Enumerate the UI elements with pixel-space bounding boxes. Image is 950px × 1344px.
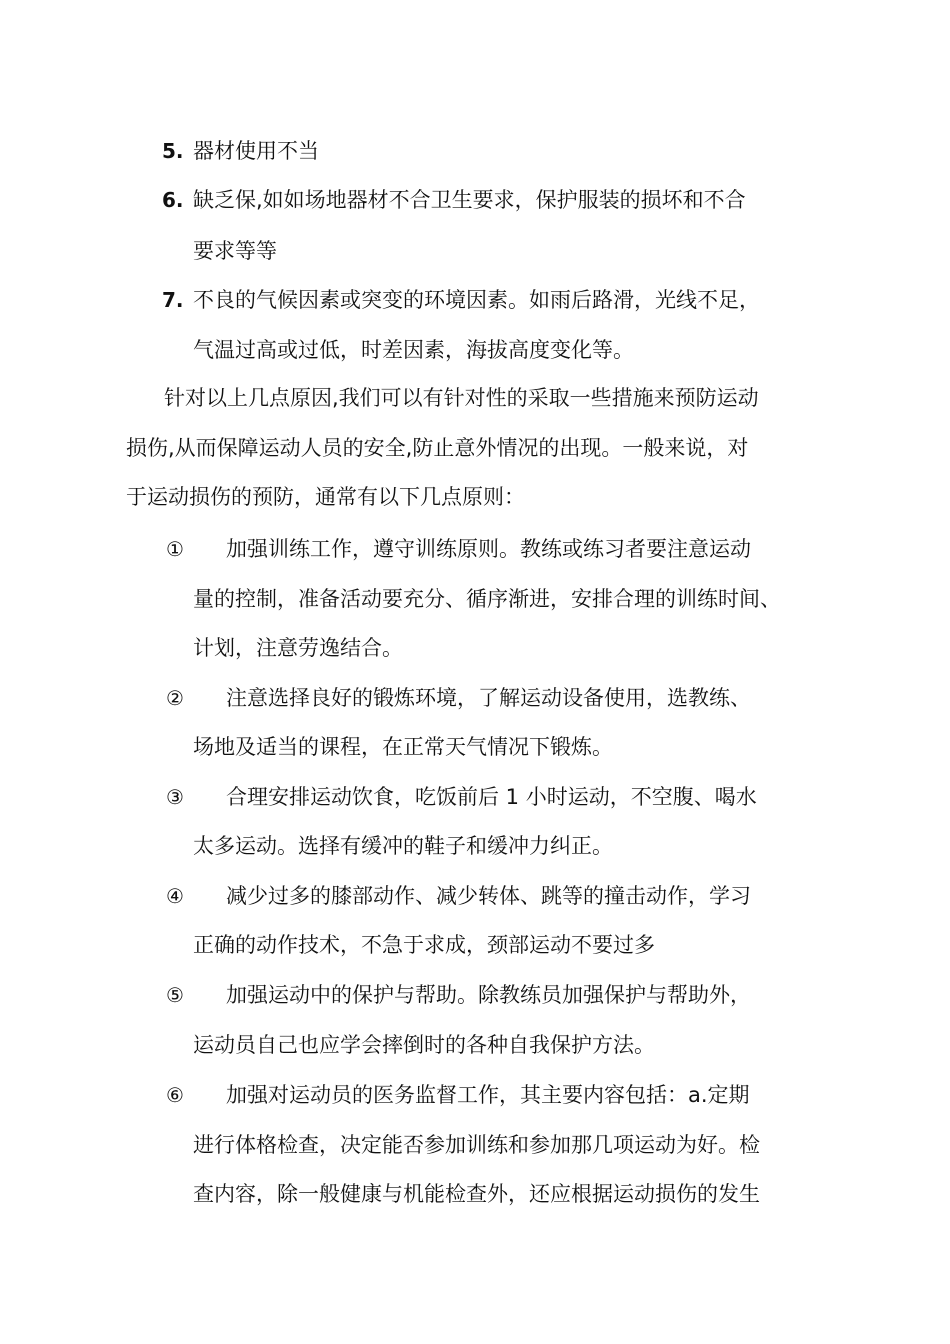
item-line: 查内容，除一般健康与机能检查外，还应根据运动损伤的发生	[193, 1182, 760, 1206]
paragraph-line: 损伤,从而保障运动人员的安全,防止意外情况的出现。一般来说，对	[126, 436, 749, 460]
circled-number: ④	[166, 884, 184, 908]
item-line: 正确的动作技术，不急于求成，颈部运动不要过多	[193, 933, 655, 957]
item-line: 减少过多的膝部动作、减少转体、跳等的撞击动作，学习	[226, 884, 751, 908]
item-line: 不良的气候因素或突变的环境因素。如雨后路滑，光线不足，	[193, 288, 760, 312]
circled-number: ③	[166, 785, 184, 809]
item-line: 器材使用不当	[193, 139, 319, 163]
item-number: 5.	[162, 139, 184, 163]
circled-number: ⑤	[166, 983, 184, 1007]
paragraph-line: 于运动损伤的预防，通常有以下几点原则：	[126, 485, 525, 509]
item-line: 计划，注意劳逸结合。	[193, 636, 403, 660]
circled-number: ⑥	[166, 1083, 184, 1107]
item-line: 运动员自己也应学会摔倒时的各种自我保护方法。	[193, 1033, 655, 1057]
item-line: 加强训练工作，遵守训练原则。教练或练习者要注意运动	[226, 537, 751, 561]
item-line: 注意选择良好的锻炼环境，了解运动设备使用，选教练、	[226, 686, 751, 710]
item-line: 加强对运动员的医务监督工作，其主要内容包括：a.定期	[226, 1083, 750, 1107]
item-line: 进行体格检查，决定能否参加训练和参加那几项运动为好。检	[193, 1133, 760, 1157]
item-line: 场地及适当的课程，在正常天气情况下锻炼。	[193, 735, 613, 759]
item-line: 太多运动。选择有缓冲的鞋子和缓冲力纠正。	[193, 834, 613, 858]
item-number: 6.	[162, 188, 184, 212]
circled-number: ①	[166, 537, 184, 561]
paragraph-line: 针对以上几点原因,我们可以有针对性的采取一些措施来预防运动	[164, 386, 759, 410]
circled-number: ②	[166, 686, 184, 710]
item-line: 气温过高或过低，时差因素，海拔高度变化等。	[193, 338, 634, 362]
item-line: 合理安排运动饮食，吃饭前后 1 小时运动，不空腹、喝水	[226, 785, 757, 809]
item-line: 加强运动中的保护与帮助。除教练员加强保护与帮助外，	[226, 983, 751, 1007]
item-number: 7.	[162, 288, 184, 312]
item-line: 量的控制，准备活动要充分、循序渐进，安排合理的训练时间、	[193, 587, 781, 611]
item-line: 要求等等	[193, 239, 277, 263]
item-line: 缺乏保,如如场地器材不合卫生要求，保护服装的损坏和不合	[193, 188, 746, 212]
